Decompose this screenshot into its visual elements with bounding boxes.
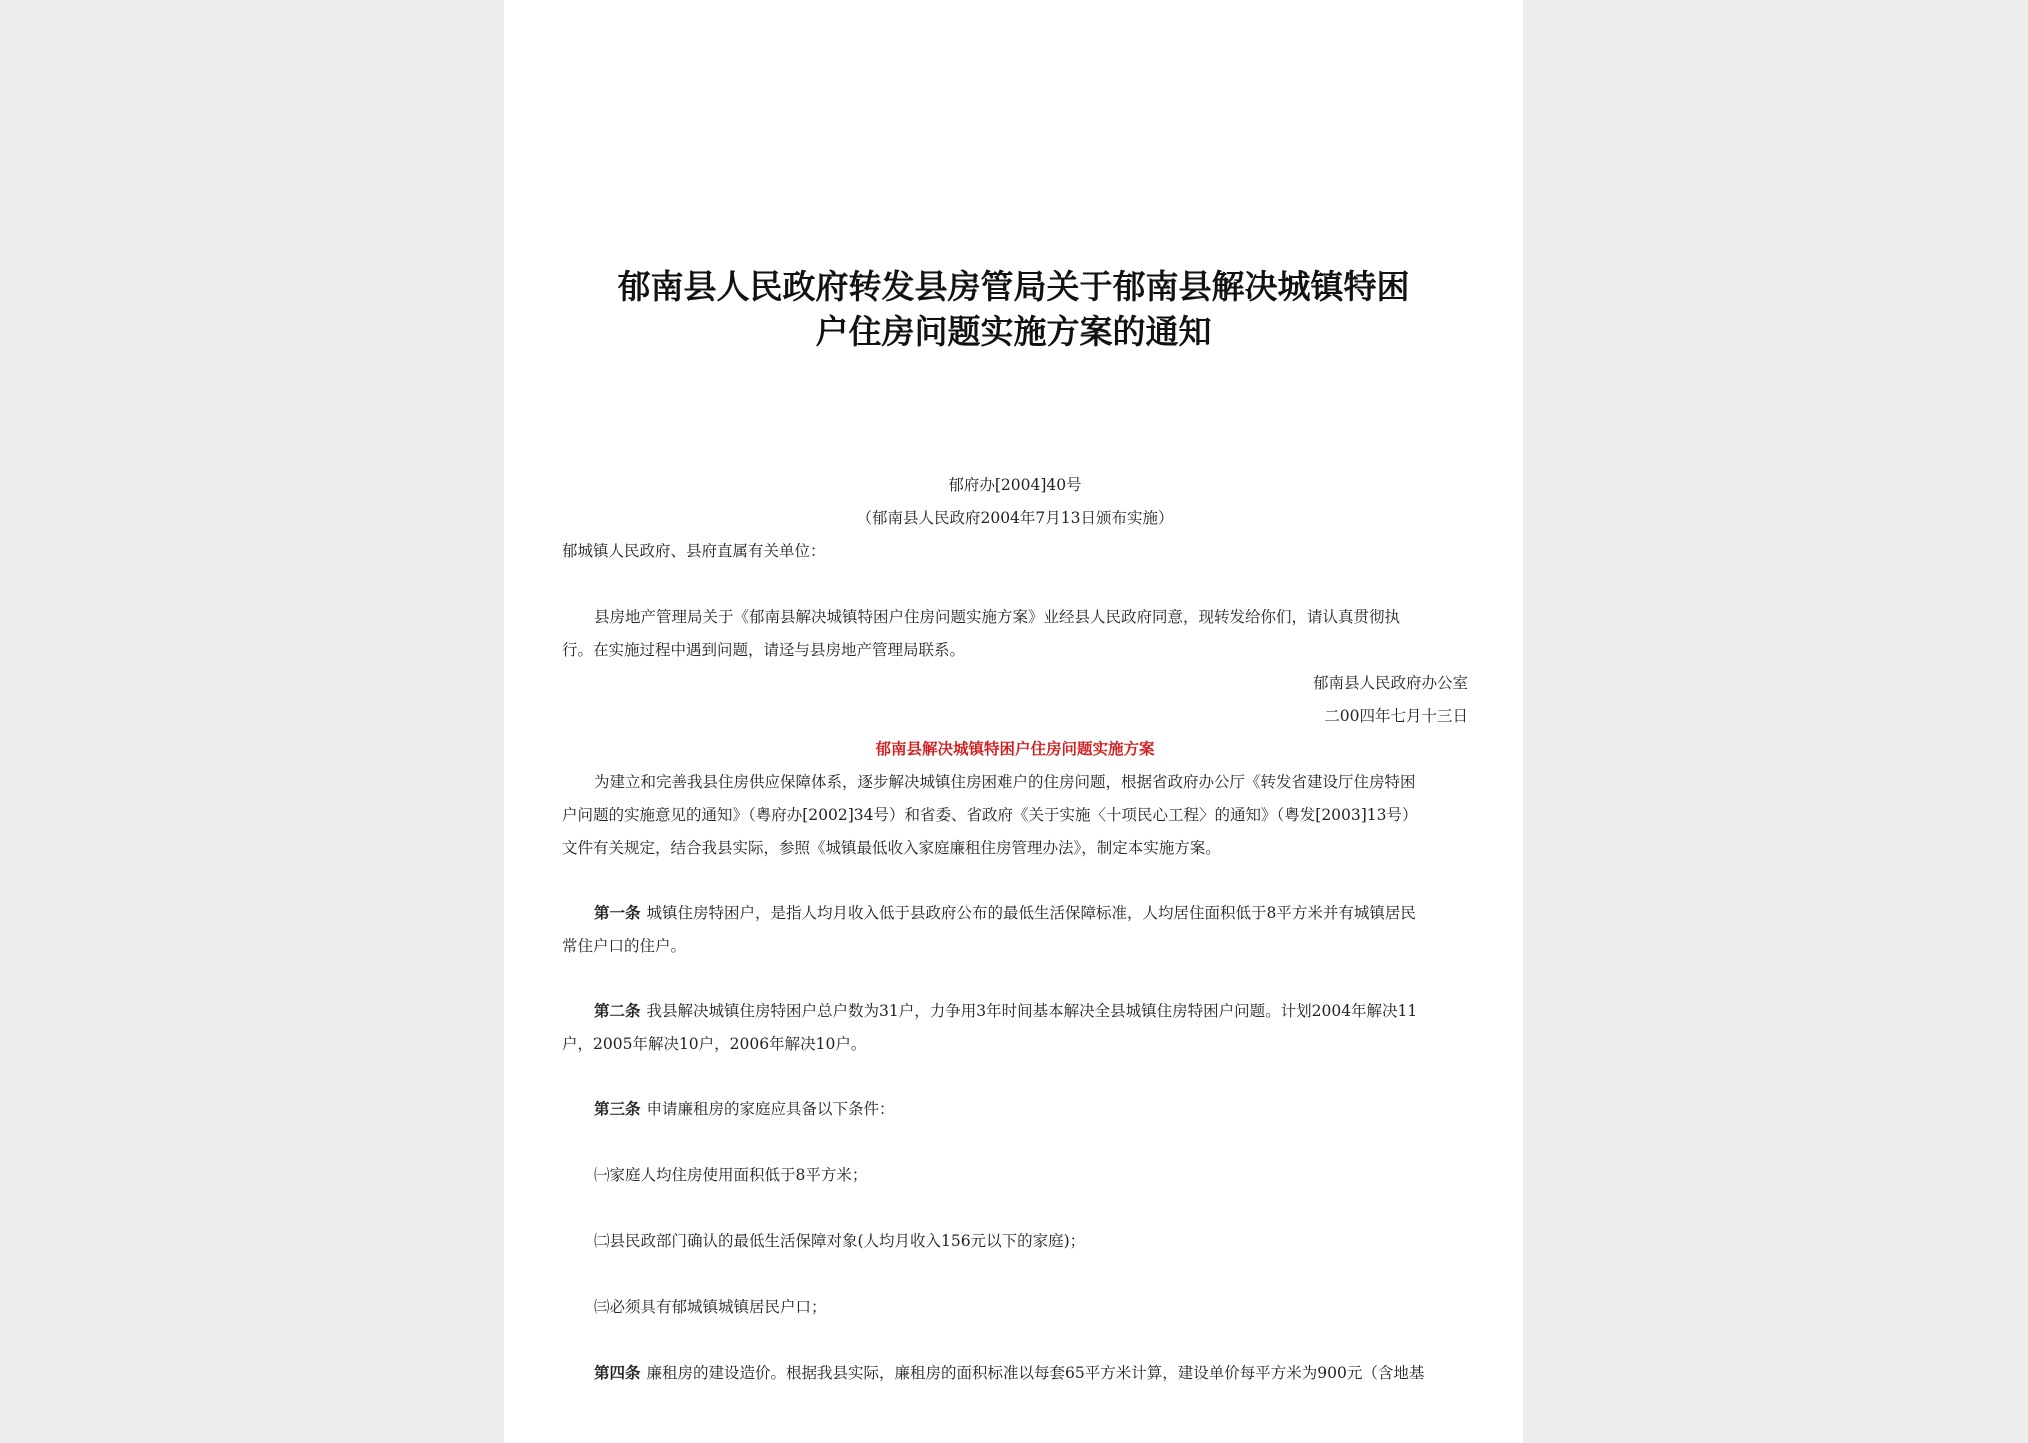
article-1-line — [562, 902, 1468, 924]
article-1-line: 常住户口的住户。 — [562, 937, 687, 955]
notice-paragraph-line: 县房地产管理局关于《郁南县解决城镇特困户住房问题实施方案》业经县人民政府同意，现转发给你们，请认真贯彻执 — [594, 608, 1401, 626]
article-2-line — [562, 1000, 1468, 1022]
article-2-label: 第二条 — [594, 1001, 641, 1020]
addressee: 郁城镇人民政府、县府直属有关单位： — [562, 542, 826, 560]
article-4-text: 廉租房的建设造价。根据我县实际，廉租房的面积标准以每套65平方米计算，建设单价每平方米为900元（含地基 — [646, 1364, 1425, 1382]
plan-title: 郁南县解决城镇特困户住房问题实施方案 — [875, 739, 1155, 758]
issue-note: （郁南县人民政府2004年7月13日颁布实施） — [856, 509, 1174, 527]
article-1-text: 城镇住房特困户，是指人均月收入低于县政府公布的最低生活保障标准，人均居住面积低于8平方米并有城镇居民 — [646, 904, 1416, 922]
signing-date: 二00四年七月十三日 — [1324, 707, 1468, 725]
document-title-line-2: 户住房问题实施方案的通知 — [815, 312, 1212, 351]
article-4-line — [562, 1362, 1468, 1384]
document-page — [504, 0, 1523, 1443]
intro-paragraph-line: 户问题的实施意见的通知》（粤府办[2002]34号）和省委、省政府《关于实施〈十项民心工程〉的通知》（粤发[2003]13号） — [562, 806, 1418, 824]
document-number: 郁府办[2004]40号 — [948, 476, 1082, 494]
article-2-text: 我县解决城镇住房特困户总户数为31户，力争用3年时间基本解决全县城镇住房特困户问题。计划2004年解决11 — [646, 1002, 1418, 1020]
condition-3: ㈢必须具有郁城镇城镇居民户口； — [594, 1298, 827, 1316]
article-1-label: 第一条 — [594, 903, 641, 922]
article-3-text: 申请廉租房的家庭应具备以下条件： — [646, 1100, 895, 1118]
notice-paragraph-line: 行。在实施过程中遇到问题，请迳与县房地产管理局联系。 — [562, 641, 966, 659]
article-3-label: 第三条 — [594, 1099, 641, 1118]
condition-1: ㈠家庭人均住房使用面积低于8平方米； — [594, 1166, 868, 1184]
intro-paragraph-line: 为建立和完善我县住房供应保障体系，逐步解决城镇住房困难户的住房问题，根据省政府办公厅《转发省建设厅住房特困 — [594, 773, 1416, 791]
document-title-line-1: 郁南县人民政府转发县房管局关于郁南县解决城镇特困 — [617, 267, 1410, 306]
intro-paragraph-line: 文件有关规定，结合我县实际，参照《城镇最低收入家庭廉租住房管理办法》，制定本实施方案。 — [562, 839, 1221, 857]
article-3-line — [562, 1098, 1468, 1120]
condition-2: ㈡县民政部门确认的最低生活保障对象(人均月收入156元以下的家庭)； — [594, 1232, 1086, 1250]
signing-organization: 郁南县人民政府办公室 — [1312, 674, 1468, 692]
article-2-line: 户，2005年解决10户，2006年解决10户。 — [562, 1035, 867, 1053]
article-4-label: 第四条 — [594, 1363, 641, 1382]
